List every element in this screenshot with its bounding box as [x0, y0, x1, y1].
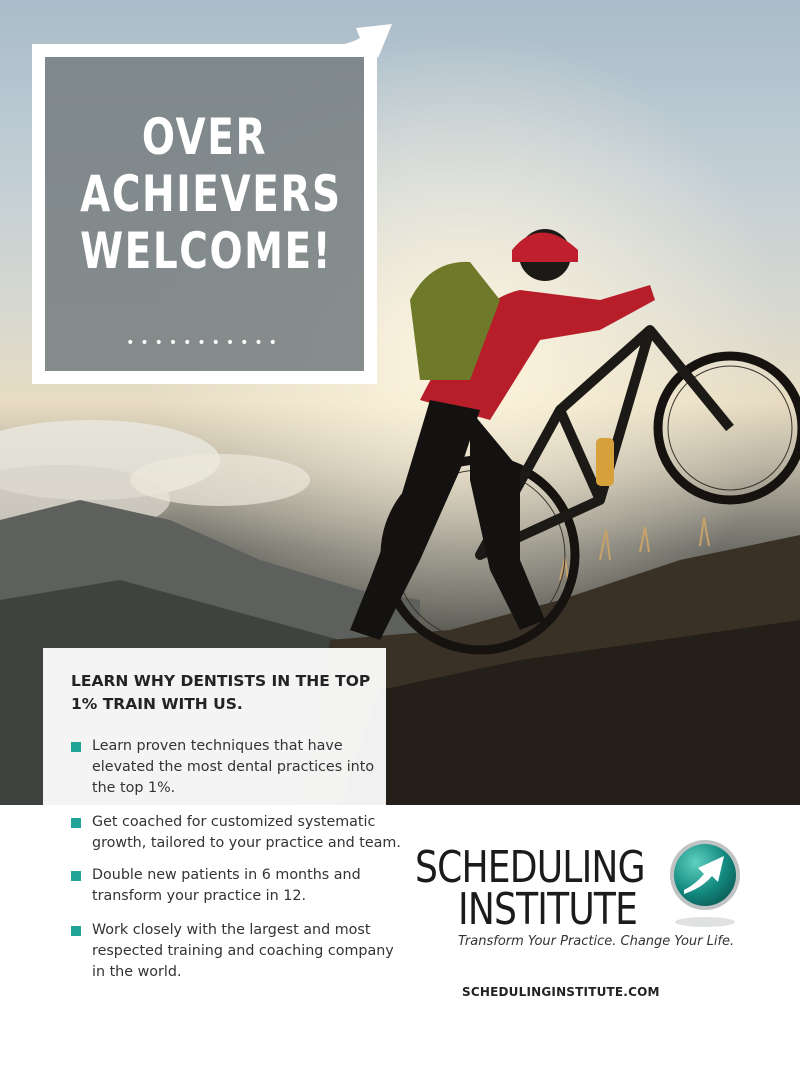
logo-line-1: SCHEDULING — [415, 842, 645, 893]
headline-line-3: WELCOME! — [80, 222, 333, 280]
white-arrow-icon — [320, 22, 395, 78]
bullet-text: Work closely with the largest and most respected training and coaching company in the world. — [92, 922, 394, 980]
bullet-text: Get coached for customized systematic growth, tailored to your practice and team. — [92, 814, 401, 851]
headline-line-2: ACHIEVERS — [80, 165, 342, 223]
list-item — [71, 920, 401, 983]
headline-card — [32, 44, 377, 384]
tagline: Transform Your Practice. Change Your Life. — [458, 934, 735, 949]
teal-circle-arrow-icon — [668, 838, 742, 930]
headline-dots: ••••••••••• — [126, 335, 283, 351]
headline-line-1: OVER — [141, 108, 268, 166]
bullet-text: Learn proven techniques that have elevated the most dental practices into the top 1%. — [92, 738, 375, 796]
list-item — [71, 736, 401, 799]
teal-square-icon — [71, 926, 81, 936]
bullet-text: Double new patients in 6 months and transform your practice in 12. — [92, 867, 361, 904]
headline — [80, 108, 342, 280]
panel-title: LEARN WHY DENTISTS IN THE TOP 1% TRAIN WITH US. — [71, 672, 371, 713]
teal-square-icon — [71, 742, 81, 752]
logo-line-2: INSTITUTE — [458, 884, 638, 935]
list-item — [71, 865, 401, 907]
benefit-list — [71, 736, 401, 996]
teal-square-icon — [71, 818, 81, 828]
website-url[interactable]: SCHEDULINGINSTITUTE.COM — [462, 985, 660, 999]
list-item — [71, 812, 401, 854]
teal-square-icon — [71, 871, 81, 881]
